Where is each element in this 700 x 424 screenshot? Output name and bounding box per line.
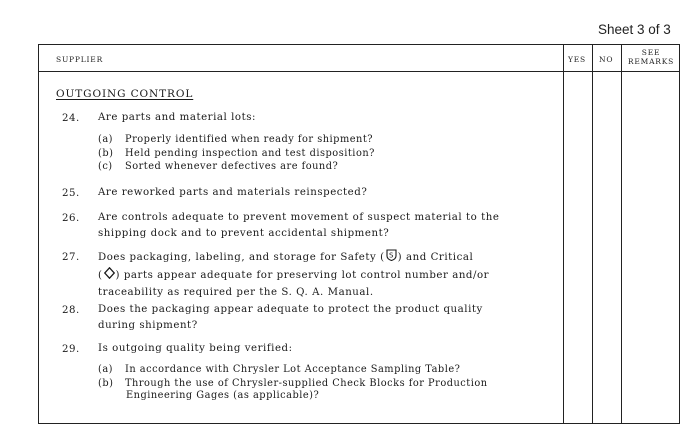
question-number: 26. [62,213,80,224]
question-number: 29. [62,344,80,355]
subitem-list [98,363,488,390]
supplier-header: SUPPLIER [56,55,104,64]
list-item: (a) In accordance with Chrysler Lot Acceptance Sampling Table? [98,364,461,375]
question-text: Are reworked parts and materials reinspected? [98,187,368,198]
section-title: OUTGOING CONTROL [56,88,194,100]
sheet-number: Sheet 3 of 3 [598,22,671,37]
no-header: NO [599,55,614,64]
list-item: (a) Properly identified when ready for shipment? [98,134,374,145]
yes-header: YES [568,55,586,64]
yes-column-border [563,44,564,424]
question-number: 27. [62,252,80,263]
question-text: Does the packaging appear adequate to protect the product quality during shipment? [98,304,483,331]
question-number: 24. [62,113,80,124]
header-divider [38,71,680,72]
remarks-column-border [621,44,622,424]
question-text: Is outgoing quality being verified: [98,343,293,354]
safety-shield-icon [386,249,397,267]
question-text: Does packaging, labeling, and storage for Safety ( S ) and Critical ( ) parts appear adequate for preserving lot control number and/or traceability as required per the S. Q. A. Manual. [98,249,489,301]
list-item: (c) Sorted whenever defectives are found? [98,161,339,173]
see-remarks-header [622,49,680,66]
question-text: Are controls adequate to prevent movement of suspect material to the shipping dock and to prevent accidental shipment? [98,212,500,239]
subitem-continuation: Engineering Gages (as applicable)? [126,390,320,401]
no-column-border [592,44,593,424]
list-item: (b) Through the use of Chrysler-supplied Check Blocks for Production [98,377,488,389]
svg-text:S: S [388,251,394,260]
question-number: 25. [62,188,80,199]
list-item: (b) Held pending inspection and test disposition? [98,147,375,159]
see-label: SEE [641,48,661,57]
critical-diamond-icon [104,267,115,285]
remarks-label: REMARKS [627,56,675,66]
question-number: 28. [62,305,80,316]
question-text: Are parts and material lots: [98,112,257,123]
subitem-list [98,133,375,174]
